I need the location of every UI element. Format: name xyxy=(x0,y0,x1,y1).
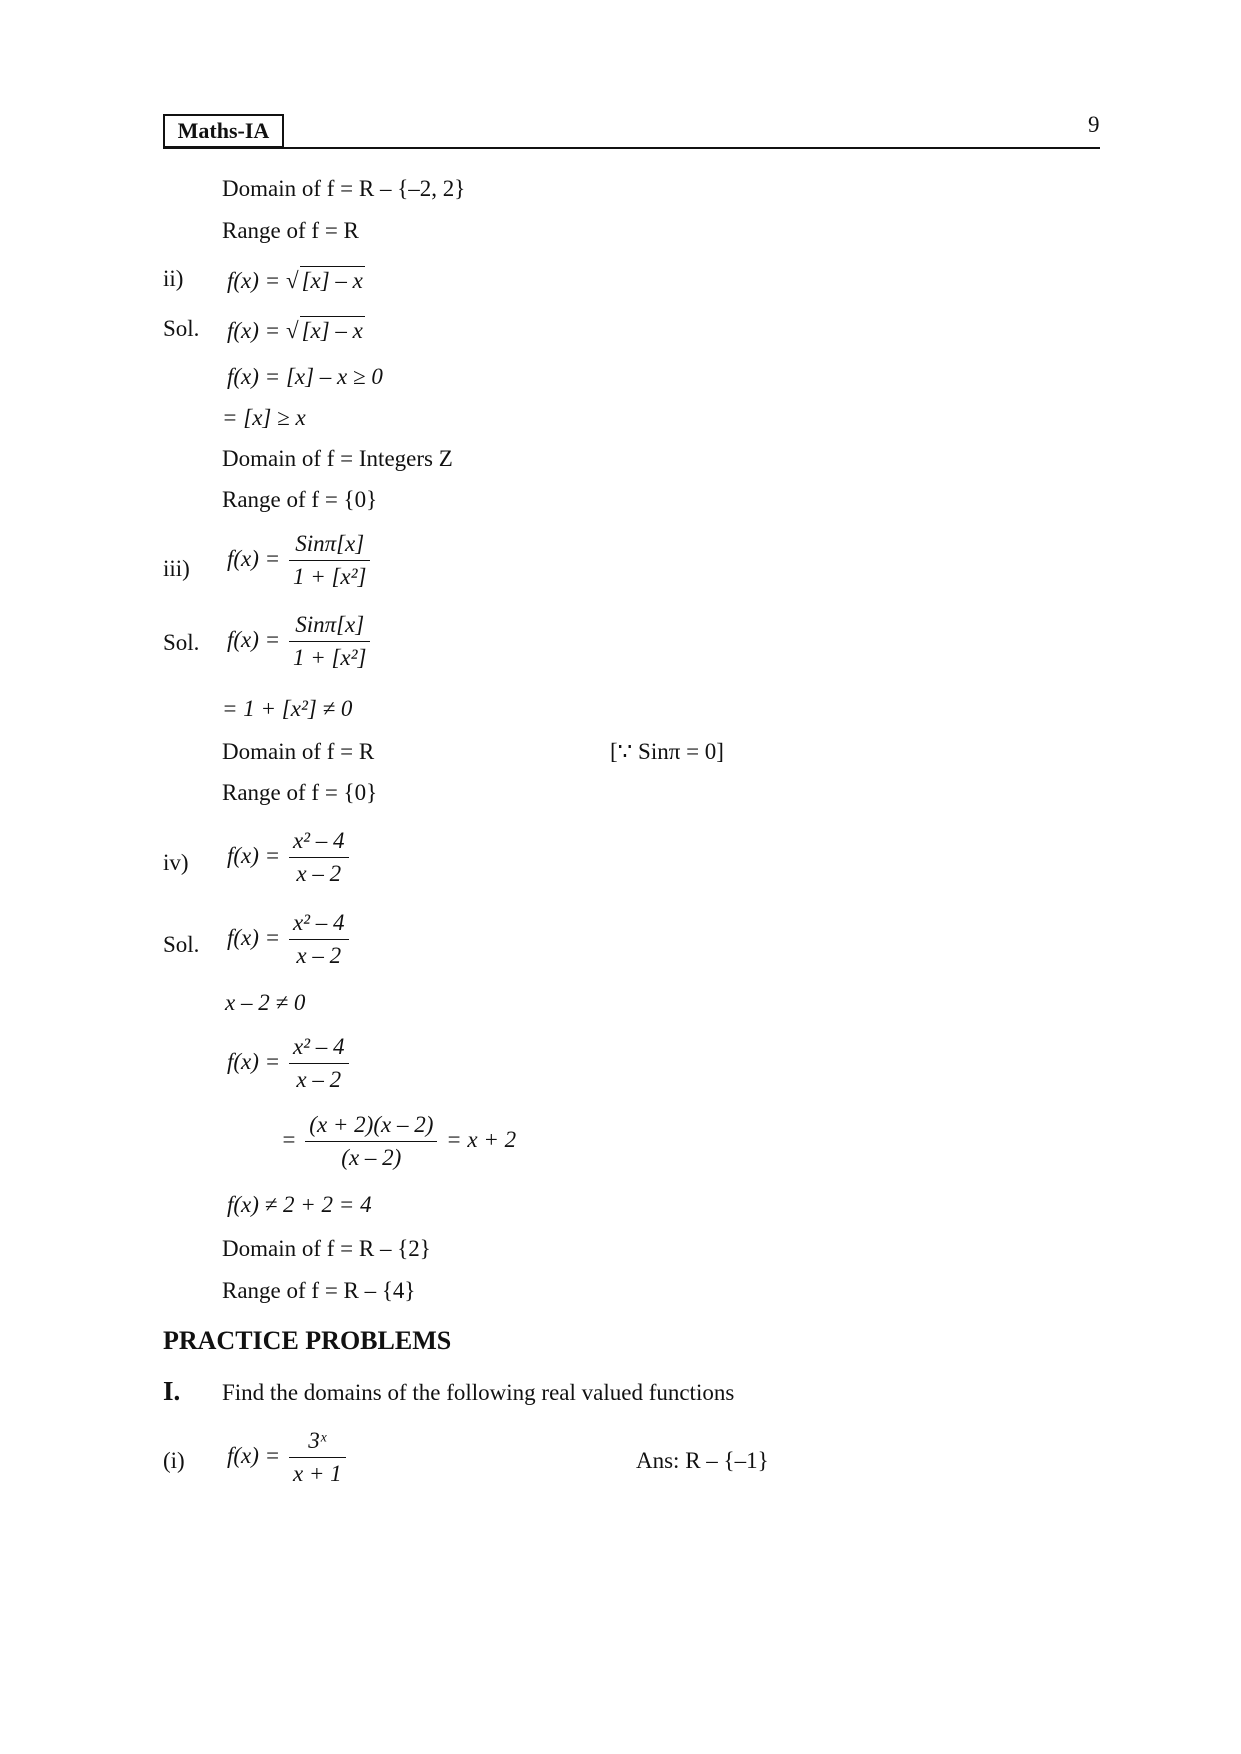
eq-lhs: f(x) = xyxy=(227,1442,286,1468)
label-iii: iii) xyxy=(163,556,190,581)
numerator: 3ˣ xyxy=(289,1428,346,1458)
solution-ii-step-1: f(x) = [x] – x ≥ 0 xyxy=(227,364,383,389)
denominator: x – 2 xyxy=(296,943,342,968)
fraction xyxy=(289,1428,346,1487)
fraction xyxy=(289,828,349,887)
header-rule xyxy=(163,147,1100,149)
denominator: x – 2 xyxy=(296,1067,342,1092)
label-iv: iv) xyxy=(163,850,189,875)
domain-line-1: Domain of f = R – {–2, 2} xyxy=(222,176,466,201)
solution-ii-step-2: = [x] ≥ x xyxy=(222,405,306,430)
solution-iv-step-1: x – 2 ≠ 0 xyxy=(225,990,306,1015)
equation-iv xyxy=(227,828,352,887)
question-number: I. xyxy=(163,1376,181,1406)
equation-iii xyxy=(227,531,373,590)
solution-iv-step-2 xyxy=(227,1034,352,1093)
denominator: (x – 2) xyxy=(341,1145,402,1170)
eq-lhs: f(x) = xyxy=(227,842,286,868)
eq-equals: = xyxy=(281,1126,303,1152)
page-number: 9 xyxy=(1088,112,1100,137)
eq-lhs: f(x) = xyxy=(227,545,286,571)
header-title: Maths-IA xyxy=(163,114,284,148)
equation-ii xyxy=(227,266,365,294)
range-line-1: Range of f = R xyxy=(222,218,359,243)
fraction xyxy=(289,531,371,590)
domain-line-3: Domain of f = R xyxy=(222,739,375,764)
sqrt-radicand: [x] – x xyxy=(301,268,363,293)
fraction xyxy=(289,612,371,671)
eq-lhs: f(x) = xyxy=(227,924,286,950)
denominator: 1 + [x²] xyxy=(292,564,367,589)
solution-iii-step-1: = 1 + [x²] ≠ 0 xyxy=(222,696,353,721)
eq-lhs: f(x) = xyxy=(227,626,286,652)
domain-line-4: Domain of f = R – {2} xyxy=(222,1236,431,1261)
domain-line-2: Domain of f = Integers Z xyxy=(222,446,453,471)
numerator: (x + 2)(x – 2) xyxy=(305,1112,437,1142)
denominator: x – 2 xyxy=(296,861,342,886)
solution-iv-eq xyxy=(227,910,352,969)
denominator: x + 1 xyxy=(292,1461,342,1486)
label-sol-ii: Sol. xyxy=(163,316,200,341)
sqrt-expression: √ [x] – x xyxy=(285,318,363,343)
sqrt-expression: √ [x] – x xyxy=(285,268,363,293)
solution-iv-step-4: f(x) ≠ 2 + 2 = 4 xyxy=(227,1192,372,1217)
eq-lhs: f(x) = xyxy=(227,1048,286,1074)
numerator: Sinπ[x] xyxy=(289,612,371,642)
label-ii: ii) xyxy=(163,266,184,291)
sqrt-radicand: [x] – x xyxy=(301,318,363,343)
label-sol-iii: Sol. xyxy=(163,630,200,655)
label-sol-iv: Sol. xyxy=(163,932,200,957)
numerator: x² – 4 xyxy=(289,910,349,940)
problem-i-answer: Ans: R – {–1} xyxy=(636,1448,769,1473)
range-line-4: Range of f = R – {4} xyxy=(222,1278,416,1303)
numerator: Sinπ[x] xyxy=(289,531,371,561)
numerator: x² – 4 xyxy=(289,828,349,858)
question-text: Find the domains of the following real valued functions xyxy=(222,1380,735,1405)
label-problem-i: (i) xyxy=(163,1448,185,1473)
solution-iv-step-3 xyxy=(281,1112,516,1171)
problem-i-equation xyxy=(227,1428,349,1487)
fraction xyxy=(305,1112,437,1171)
range-line-2: Range of f = {0} xyxy=(222,487,378,512)
because-note: [∵ Sinπ = 0] xyxy=(610,739,724,764)
denominator: 1 + [x²] xyxy=(292,645,367,670)
practice-heading: PRACTICE PROBLEMS xyxy=(163,1326,452,1355)
range-line-3: Range of f = {0} xyxy=(222,780,378,805)
eq-lhs: f(x) = xyxy=(227,318,286,343)
eq-rhs: = x + 2 xyxy=(440,1126,517,1152)
fraction xyxy=(289,1034,349,1093)
numerator: x² – 4 xyxy=(289,1034,349,1064)
solution-iii-eq xyxy=(227,612,373,671)
eq-lhs: f(x) = xyxy=(227,268,286,293)
fraction xyxy=(289,910,349,969)
solution-ii-eq xyxy=(227,316,365,344)
